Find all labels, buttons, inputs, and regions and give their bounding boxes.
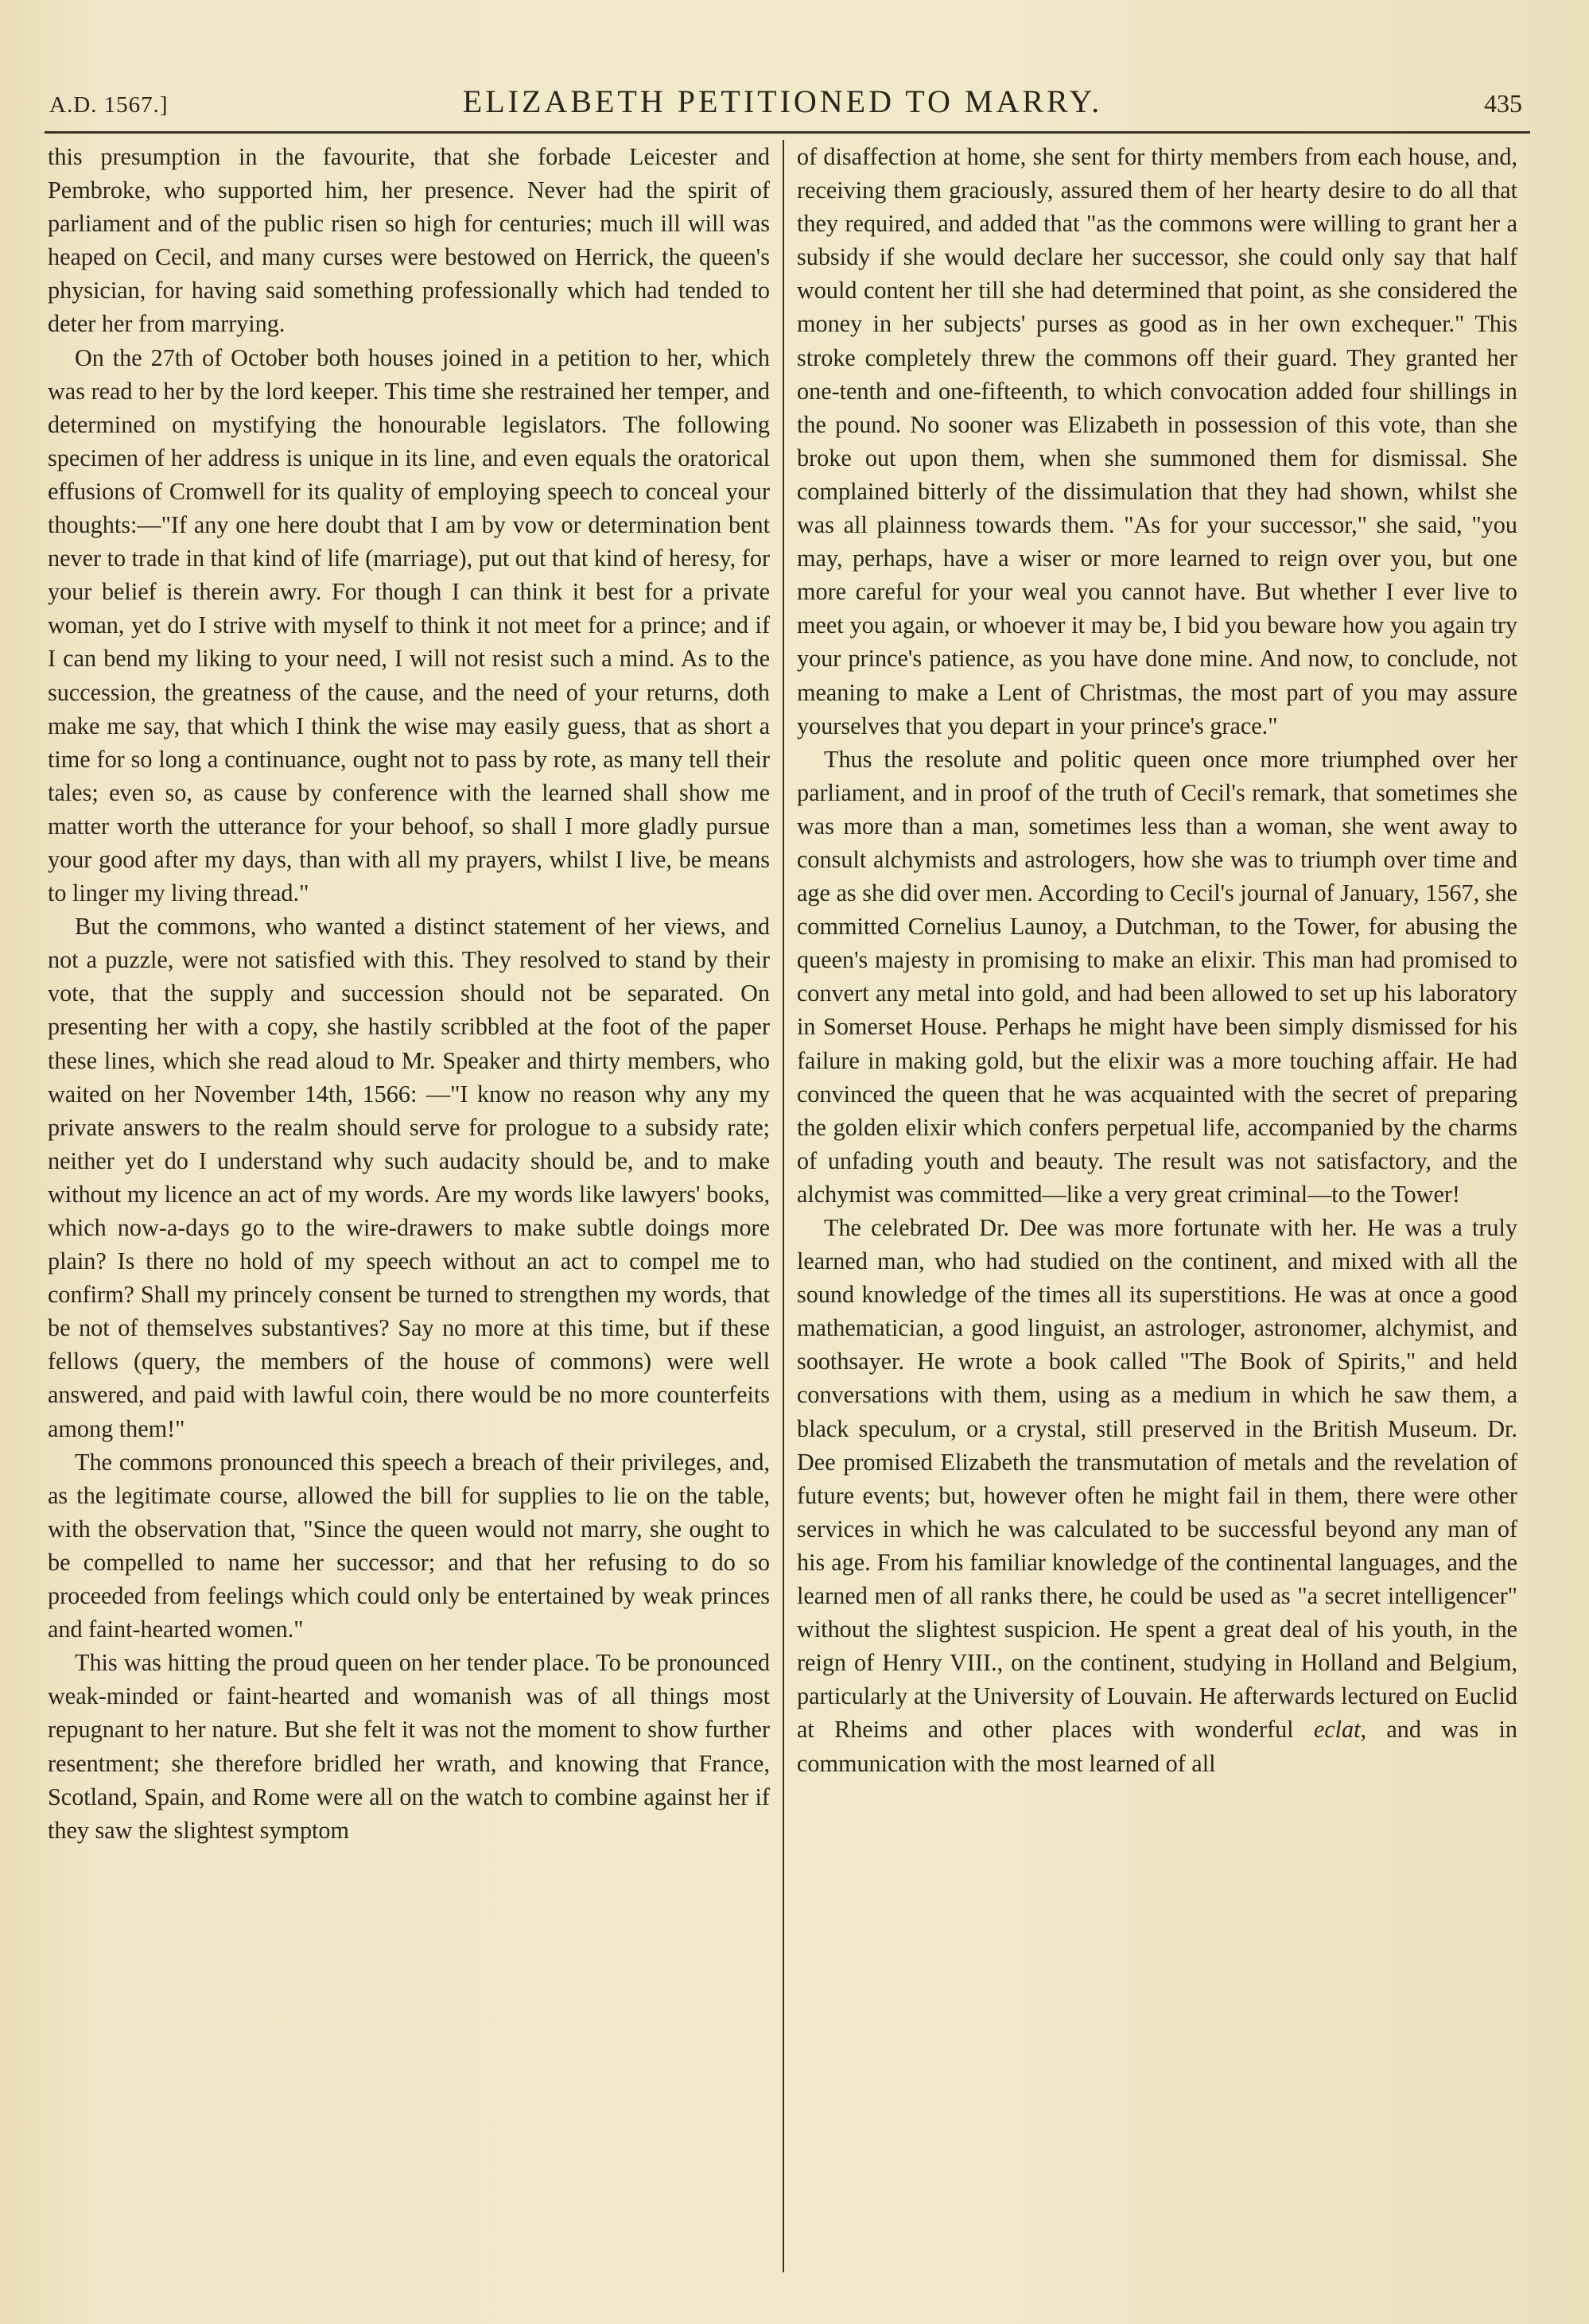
- paragraph-text: The celebrated Dr. Dee was more fortunate with her. He was a truly learned man, who had studied on the continent, and mixed with all the sound knowledge of the times all its superstitions. He was at once a good mathematician, a good linguist, an astrologer, astronomer, alchymist, and soothsayer. He wrote a book called "The Book of Spirits," and held conversations with them, using as a medium in which he saw them, a black speculum, or a crystal, still preserved in the British Museum. Dr. Dee promised Elizabeth the transmutation of metals and the revelation of future events; but, however often he might fail in them, there were other services in which he was calculated to be successful beyond any man of his age. From his familiar knowledge of the continental languages, and the learned men of all ranks there, he could be used as "a secret intelligencer" without the slightest suspicion. He spent a great deal of his youth, in the reign of Henry VIII., on the continent, studying in Holland and Belgium, particularly at the University of Louvain. He afterwards lectured on Euclid at Rheims and other places with wonderful: [797, 1214, 1517, 1744]
- left-column: [48, 140, 770, 1847]
- column-divider: [783, 140, 784, 2272]
- paragraph: On the 27th of October both houses joined in a petition to her, which was read to her by the lord keeper. This time she restrained her temper, and determined on mystifying the honourable legislators. The following specimen of her address is unique in its line, and even equals the oratorical effusions of Cromwell for its quality of employing speech to conceal your thoughts:—"If any one here doubt that I am by vow or determination bent never to trade in that kind of life (marriage), put out that kind of heresy, for your belief is therein awry. For though I can think it best for a private woman, yet do I strive with myself to think it not meet for a prince; and if I can bend my liking to your need, I will not resist such a mind. As to the succession, the greatness of the cause, and the need of your returns, doth make me say, that which I think the wise may easily guess, that as short a time for so long a continuance, ought not to pass by rote, as many tell their tales; even so, as cause by conference with the learned shall show me matter worth the utterance for your behoof, so shall I more gladly pursue your good after my days, than with all my prayers, whilst I live, be means to linger my living thread.": [48, 343, 770, 907]
- paragraph-text: and was in communication with the most learned of all: [797, 1716, 1517, 1777]
- italic-word: eclat,: [1313, 1716, 1367, 1744]
- header-date: A.D. 1567.]: [49, 92, 169, 118]
- paragraph: of disaffection at home, she sent for thirty members from each house, and, receiving them graciously, assured them of her hearty desire to do all that they required, and added that "as the commons were willing to grant her a subsidy if she would declare her successor, she could only say that half would content her till she had determined that point, as she considered the money in her subjects' purses as good as in her own exchequer." This stroke completely threw the commons off their guard. They granted her one-tenth and one-fifteenth, to which convocation added four shillings in the pound. No sooner was Elizabeth in possession of this vote, than she broke out upon them, when she summoned them for dismissal. She complained bitterly of the dissimulation that they had shown, whilst she was all plainness towards them. "As for your successor," she said, "you may, perhaps, have a wiser or more learned to reign over you, but one more careful for your weal you cannot have. But whether I ever live to meet you again, or whoever it may be, I bid you beware how you again try your prince's patience, as you have done mine. And now, to conclude, not meaning to make a Lent of Christmas, the most part of you may assure yourselves that you depart in your prince's grace.": [797, 143, 1517, 739]
- paragraph: this presumption in the favourite, that she forbade Leicester and Pembroke, who supported him, her presence. Never had the spirit of parliament and of the public risen so high for centuries; much ill will was heaped on Cecil, and many curses were bestowed on Herrick, the queen's physician, for having said something professionally which had tended to deter her from marrying.: [48, 143, 770, 338]
- paragraph: [797, 1211, 1517, 1780]
- paragraph: The commons pronounced this speech a breach of their privileges, and, as the legitimate course, allowed the bill for supplies to lie on the table, with the observation that, "Since the queen would not marry, she ought to be compelled to name her successor; and that her refusing to do so proceeded from feelings which could only be entertained by weak princes and faint-hearted women.": [48, 1448, 770, 1643]
- page-title: ELIZABETH PETITIONED TO MARRY.: [462, 83, 1103, 119]
- paragraph: This was hitting the proud queen on her tender place. To be pronounced weak-minded or faint-hearted and womanish was of all things most repugnant to her nature. But she felt it was not the moment to show further resentment; she therefore bridled her wrath, and knowing that France, Scotland, Spain, and Rome were all on the watch to combine against her if they saw the slightest symptom: [48, 1649, 770, 1844]
- header-rule: [45, 131, 1530, 134]
- running-header: [35, 80, 1530, 127]
- paragraph: But the commons, who wanted a distinct statement of her views, and not a puzzle, were not satisfied with this. They resolved to stand by their vote, that the supply and succession should not be separated. On presenting her with a copy, she hastily scribbled at the foot of the paper these lines, which she read aloud to Mr. Speaker and thirty members, who waited on her November 14th, 1566: —"I know no reason why any my private answers to the realm should serve for prologue to a subsidy rate; neither yet do I understand why such audacity should be, and to make without my licence an act of my words. Are my words like lawyers' books, which now-a-days go to the wire-drawers to make subtle doings more plain? Is there no hold of my speech without an act to compel me to confirm? Shall my princely consent be turned to strengthen my words, that be not of themselves substantives? Say no more at this time, but if these fellows (query, the members of the house of commons) were well answered, and paid with lawful coin, there would be no more counterfeits among them!": [48, 913, 770, 1442]
- paragraph: Thus the resolute and politic queen once more triumphed over her parliament, and in proof of the truth of Cecil's remark, that sometimes she was more than a man, sometimes less than a woman, she went away to consult alchymists and astrologers, how she was to triumph over time and age as she did over men. According to Cecil's journal of January, 1567, she committed Cornelius Launoy, a Dutchman, to the Tower, for abusing the queen's majesty in promising to make an elixir. This man had promised to convert any metal into gold, and had been allowed to set up his laboratory in Somerset House. Perhaps he might have been simply dismissed for his failure in making gold, but the elixir was a more touching affair. He had convinced the queen that he was acquainted with the secret of preparing the golden elixir which confers perpetual life, accompanied by the charms of unfading youth and beauty. The result was not satisfactory, and the alchymist was committed—like a very great criminal—to the Tower!: [797, 745, 1517, 1208]
- right-column: [797, 140, 1517, 1780]
- page-number: 435: [1484, 89, 1522, 118]
